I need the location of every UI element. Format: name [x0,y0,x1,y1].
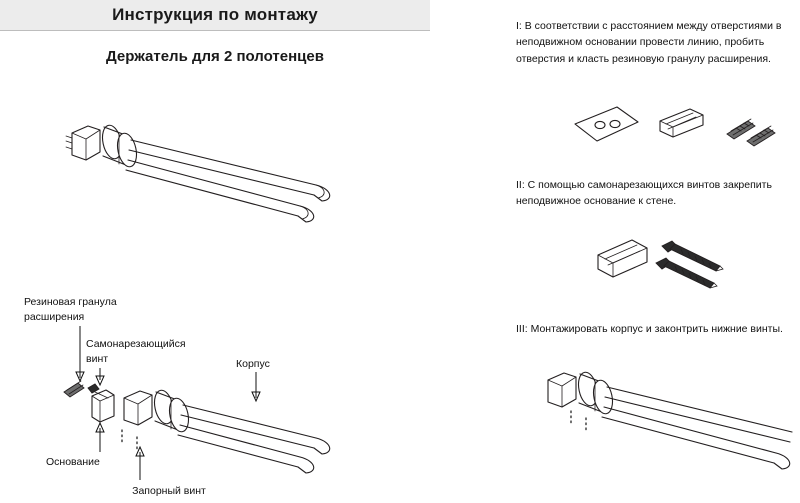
callout-self-tapping-screw: Самонарезающийся винт [86,338,186,366]
page-subtitle: Держатель для 2 полотенцев [106,48,324,65]
callout-base: Основание [46,456,100,468]
step-3-text: III: Монтажировать корпус и законтрить нижние винты. [516,323,783,335]
illustration-step-3-mounted [548,371,792,469]
illustration-assembled-holder [66,124,330,222]
illustration-step-2-parts [598,240,723,288]
header-divider [0,30,430,31]
callout-body: Корпус [236,358,270,370]
step-2-text: II: С помощью самонарезающихся винтов закрепить неподвижное основание к стене. [516,179,772,208]
illustration-step-1-parts [575,107,775,146]
page-title: Инструкция по монтажу [112,5,318,24]
callout-rubber-granule: Резиновая гранула расширения [24,296,117,324]
step-1-text: I: В соответствии с расстоянием между отверстиями в неподвижном основании провести линию, пробить отверстия и класть резиновую гранулу расширения. [516,20,782,65]
callout-lock-screw: Запорный винт [132,485,206,497]
